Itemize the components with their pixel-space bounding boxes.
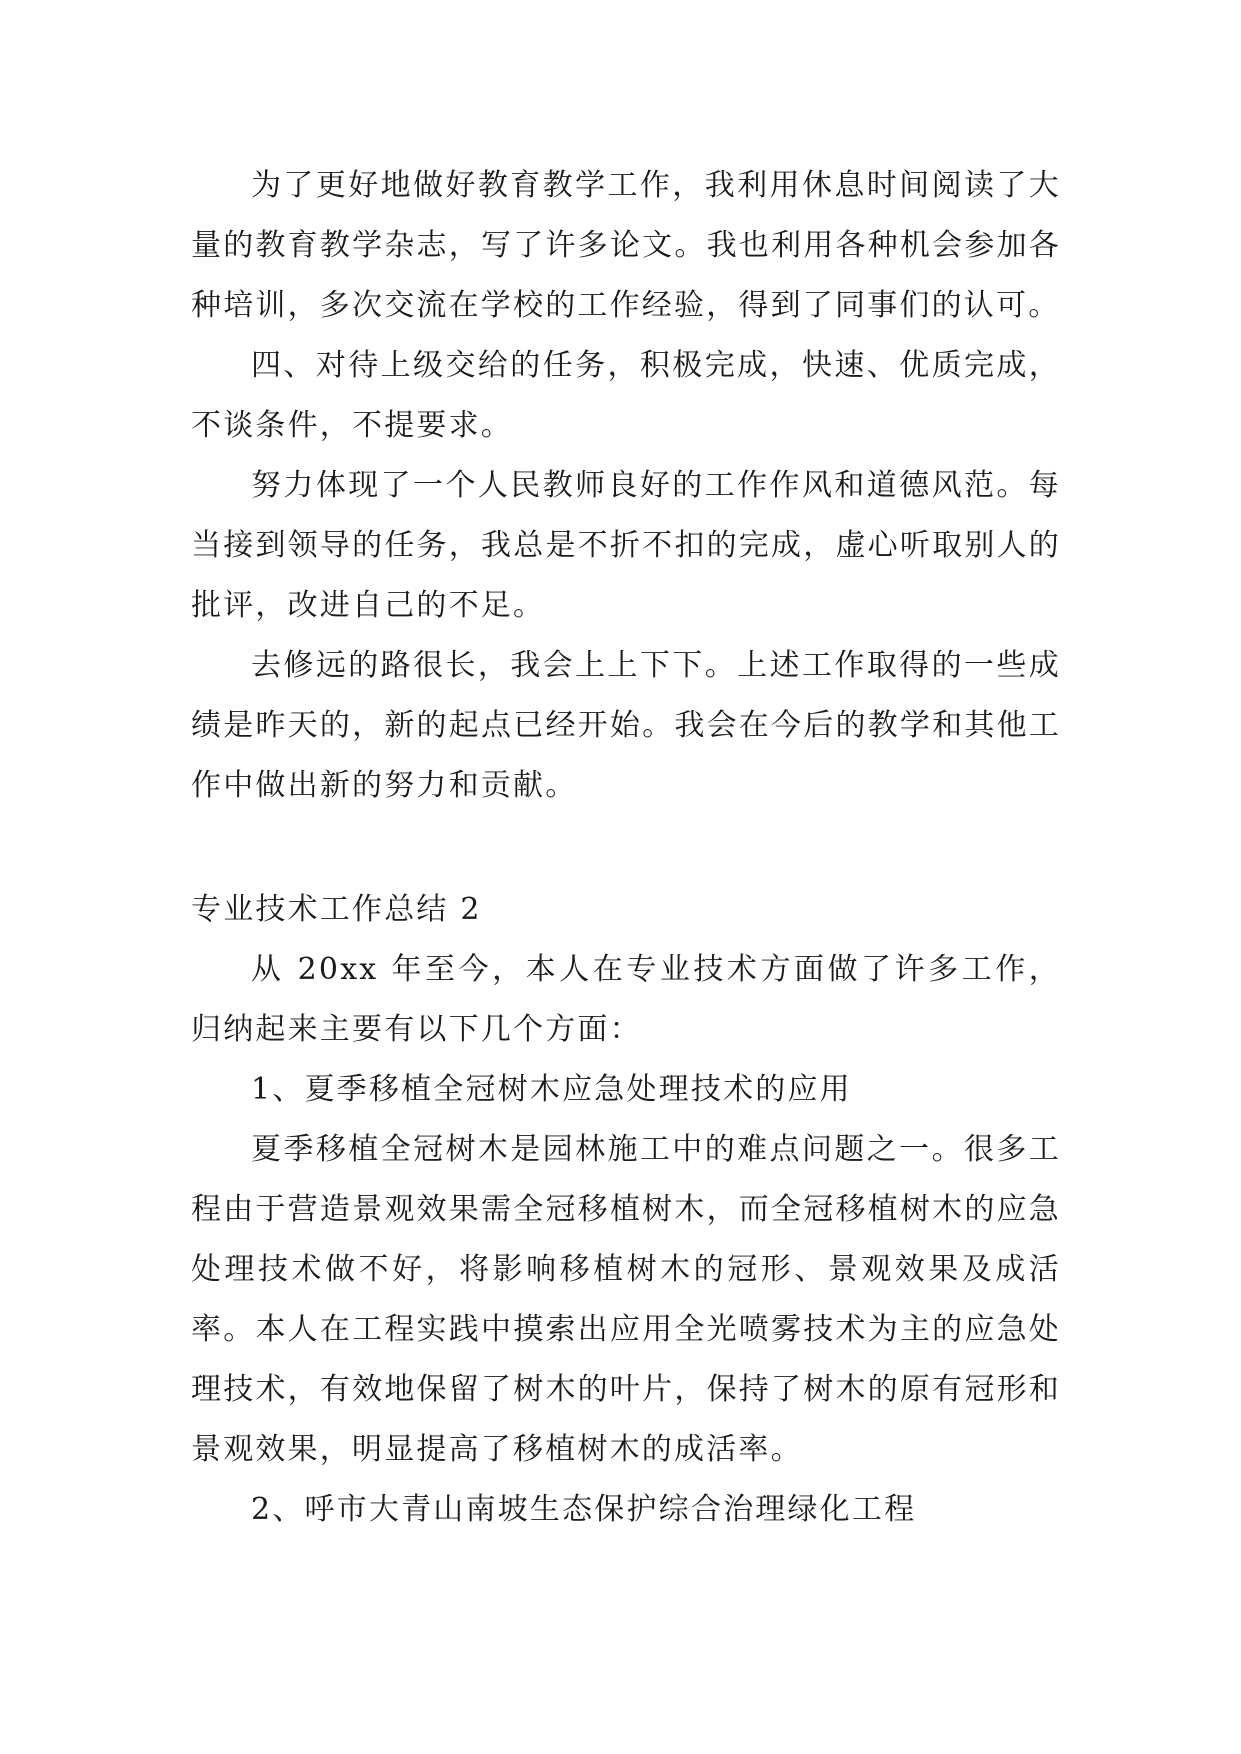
paragraph-future: 去修远的路很长，我会上上下下。上述工作取得的一些成绩是昨天的，新的起点已经开始。我会在今后的教学和其他工作中做出新的努力和贡献。 — [191, 648, 1061, 803]
item-2-title: 2、呼市大青山南坡生态保护综合治理绿化工程 — [251, 1492, 917, 1527]
paragraph-study: 为了更好地做好教育教学工作，我利用休息时间阅读了大量的教育教学杂志，写了许多论文。我也利用各种机会参加各种培训，多次交流在学校的工作经验，得到了同事们的认可。 — [191, 168, 1061, 323]
paragraph-intro: 从 20xx 年至今，本人在专业技术方面做了许多工作，归纳起来主要有以下几个方面： — [191, 952, 1061, 1047]
section-heading: 专业技术工作总结 2 — [191, 892, 482, 927]
paragraph-style: 努力体现了一个人民教师良好的工作作风和道德风范。每当接到领导的任务，我总是不折不扣的完成，虚心听取别人的批评，改进自己的不足。 — [191, 468, 1061, 623]
item-1-title: 1、夏季移植全冠树木应急处理技术的应用 — [251, 1072, 852, 1107]
item-1-body: 夏季移植全冠树木是园林施工中的难点问题之一。很多工程由于营造景观效果需全冠移植树木，而全冠移植树木的应急处理技术做不好，将影响移植树木的冠形、景观效果及成活率。本人在工程实践中摸索出应用全光喷雾技术为主的应急处理技术，有效地保留了树木的叶片，保持了树木的原有冠形和景观效果，明显提高了移植树木的成活率。 — [191, 1132, 1061, 1467]
document-page — [191, 156, 1061, 1540]
paragraph-tasks: 四、对待上级交给的任务，积极完成，快速、优质完成，不谈条件，不提要求。 — [191, 348, 1061, 443]
